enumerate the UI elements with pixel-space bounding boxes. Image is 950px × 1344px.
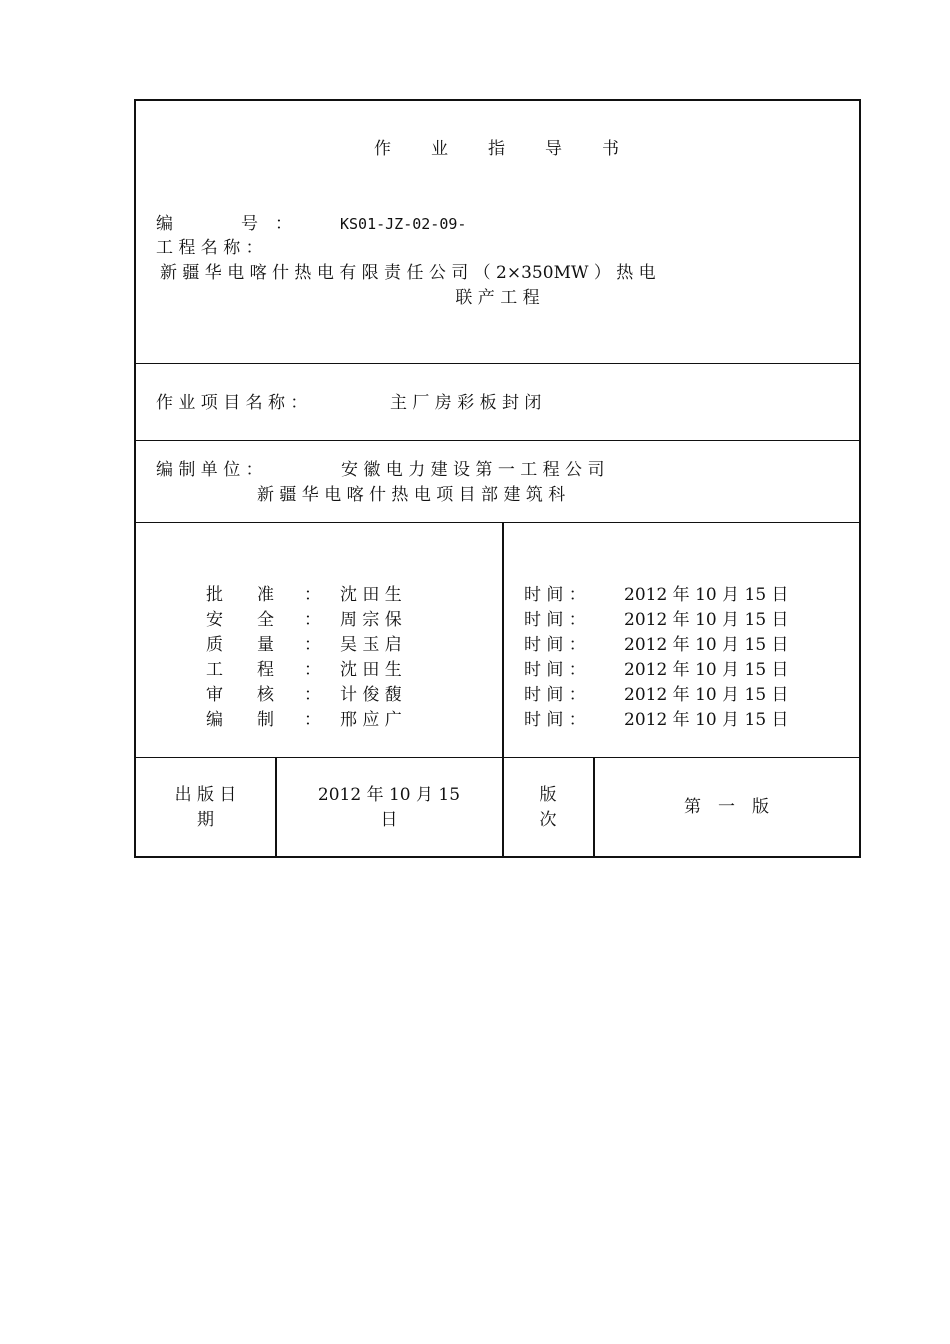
- document-frame: [134, 99, 861, 858]
- project-name-line2: 联 产 工 程: [455, 288, 540, 308]
- document-title: 作 业 指 导 书: [374, 139, 621, 159]
- pub-date-label-line2: 期: [197, 810, 214, 830]
- signoff-colon: ：: [304, 610, 321, 630]
- project-name-line1: 新 疆 华 电 喀 什 热 电 有 限 责 任 公 司 （ 2×350MW ） 热 电: [160, 263, 656, 283]
- footer-divider-2: [502, 757, 504, 856]
- footer-section: [136, 757, 859, 856]
- signoff-time-label: 时 间 ：: [524, 660, 586, 680]
- signoff-name: 沈 田 生: [340, 660, 402, 680]
- signoff-date: 2012 年 10 月 15 日: [624, 635, 789, 655]
- signoff-date: 2012 年 10 月 15 日: [624, 585, 789, 605]
- task-section: [136, 363, 859, 441]
- signoff-date: 2012 年 10 月 15 日: [624, 685, 789, 705]
- pub-date-value-line1: 2012 年 10 月 15: [317, 785, 461, 805]
- signoff-colon: ：: [304, 660, 321, 680]
- signoff-colon: ：: [304, 585, 321, 605]
- code-value: KS01-JZ-02-09-: [340, 215, 467, 233]
- signoff-colon: ：: [304, 635, 321, 655]
- signoff-name: 邢 应 广: [340, 710, 402, 730]
- signoff-colon: ：: [304, 710, 321, 730]
- signoff-date: 2012 年 10 月 15 日: [624, 660, 789, 680]
- signoff-time-label: 时 间 ：: [524, 685, 586, 705]
- signoff-time-label: 时 间 ：: [524, 635, 586, 655]
- pub-date-value-line2: 日: [380, 810, 398, 830]
- unit-line2: 新 疆 华 电 喀 什 热 电 项 目 部 建 筑 科: [257, 485, 566, 505]
- signoff-time-label: 时 间 ：: [524, 710, 586, 730]
- header-section: [136, 101, 859, 364]
- signoff-role: 编 制: [206, 710, 274, 730]
- task-value: 主 厂 房 彩 板 封 闭: [390, 393, 542, 413]
- footer-divider-1: [275, 757, 277, 856]
- signoff-role: 工 程: [206, 660, 274, 680]
- signoff-date: 2012 年 10 月 15 日: [624, 710, 789, 730]
- signoff-name: 计 俊 馥: [340, 685, 402, 705]
- signoff-role: 质 量: [206, 635, 274, 655]
- edition-value: 第 一 版: [684, 797, 769, 817]
- signoff-colon: ：: [304, 685, 321, 705]
- task-label: 作 业 项 目 名 称 ：: [156, 393, 308, 413]
- code-label: 编 号 ：: [156, 214, 292, 234]
- signoff-role: 安 全: [206, 610, 274, 630]
- project-label: 工 程 名 称 ：: [156, 238, 263, 258]
- signoff-time-label: 时 间 ：: [524, 610, 586, 630]
- unit-line1: 安 徽 电 力 建 设 第 一 工 程 公 司: [341, 460, 605, 480]
- signoff-name: 周 宗 保: [340, 610, 402, 630]
- signoff-section: [136, 522, 859, 758]
- unit-section: [136, 440, 859, 523]
- edition-label-line1: 版: [539, 785, 557, 805]
- signoff-time-label: 时 间 ：: [524, 585, 586, 605]
- signoff-name: 吴 玉 启: [340, 635, 402, 655]
- signoff-name: 沈 田 生: [340, 585, 402, 605]
- edition-label-line2: 次: [539, 810, 557, 830]
- signoff-role: 批 准: [206, 585, 274, 605]
- unit-label: 编 制 单 位 ：: [156, 460, 263, 480]
- signoff-role: 审 核: [206, 685, 274, 705]
- signoff-date: 2012 年 10 月 15 日: [624, 610, 789, 630]
- pub-date-label-line1: 出 版 日: [174, 785, 237, 805]
- signoff-divider: [502, 522, 504, 757]
